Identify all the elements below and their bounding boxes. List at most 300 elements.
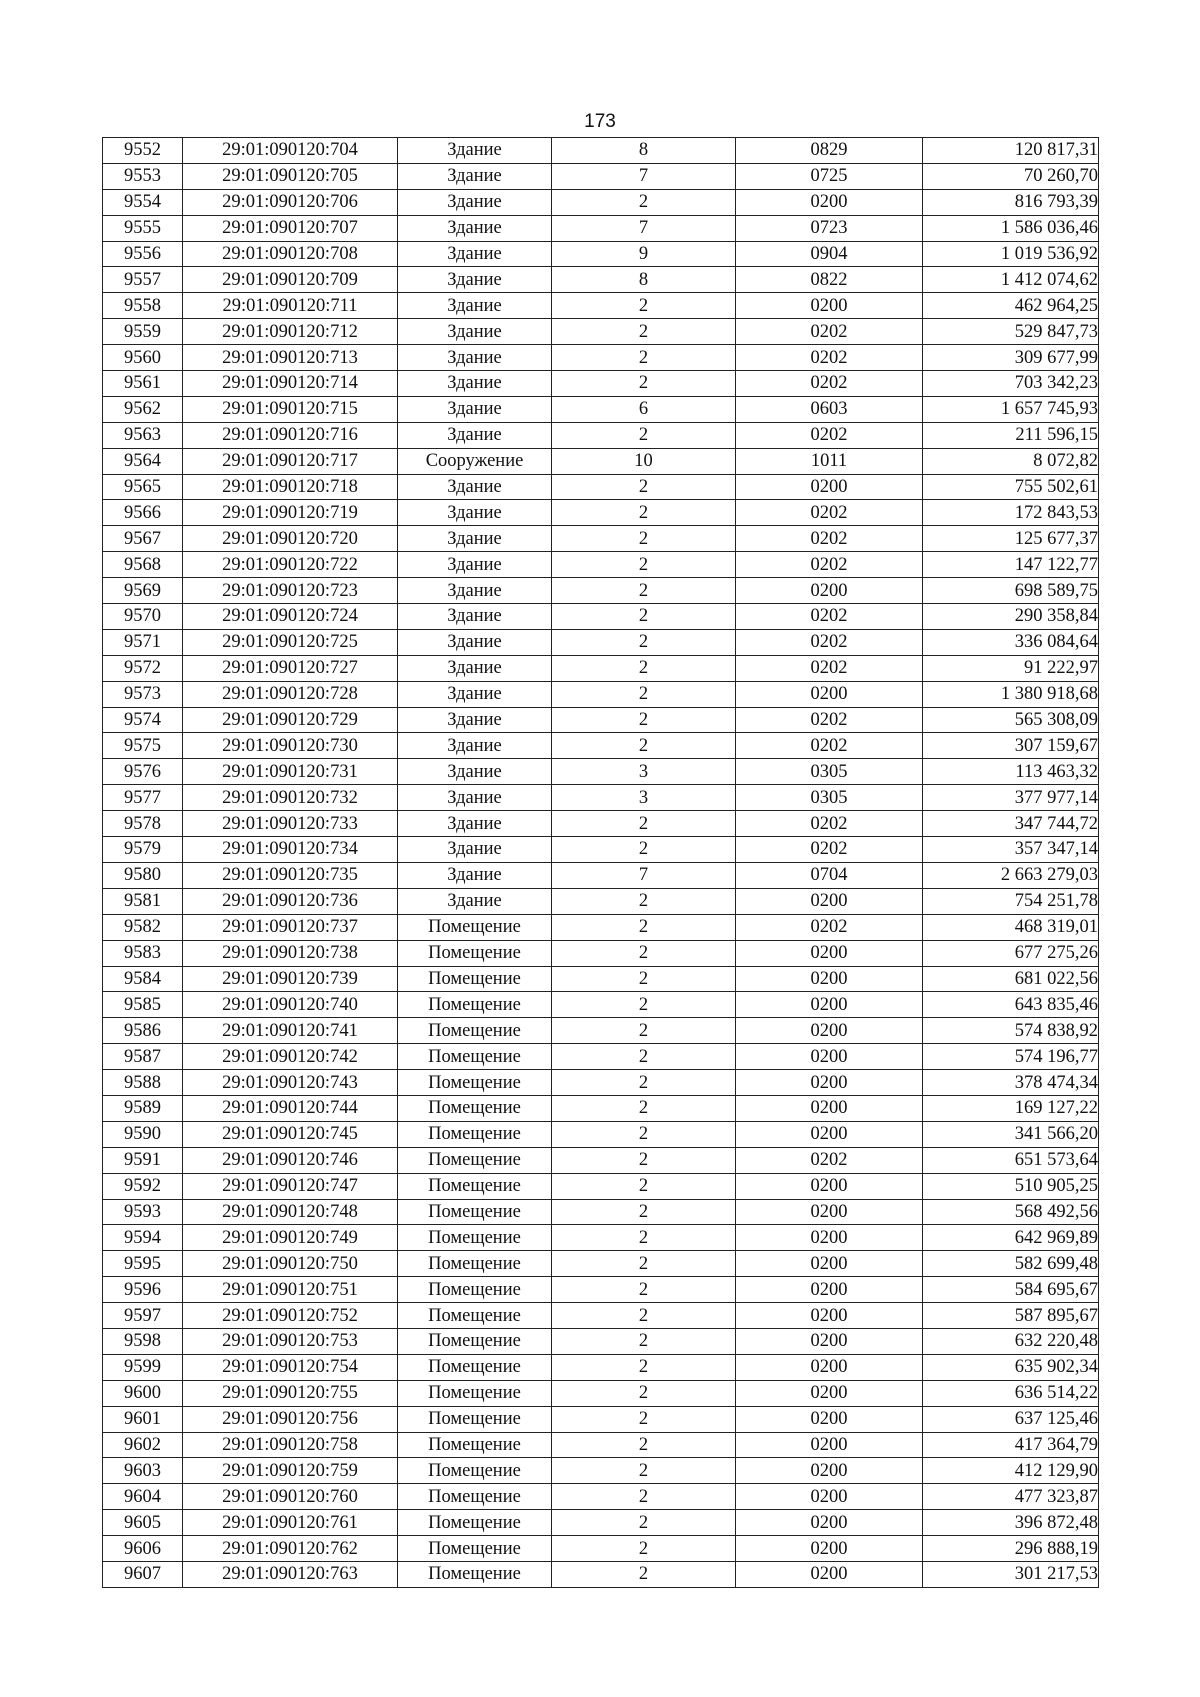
cadastral-value-cell: 468 319,01	[923, 914, 1099, 940]
object-type-cell: Помещение	[398, 966, 552, 992]
group-number-cell: 8	[552, 267, 736, 293]
subgroup-code-cell: 0202	[736, 811, 923, 837]
subgroup-code-cell: 0200	[736, 1251, 923, 1277]
cadastral-value-cell: 582 699,48	[923, 1251, 1099, 1277]
row-number-cell: 9603	[103, 1458, 183, 1484]
table-row	[103, 940, 1099, 966]
cadastral-value-cell: 377 977,14	[923, 785, 1099, 811]
table-row	[103, 862, 1099, 888]
subgroup-code-cell: 0200	[736, 681, 923, 707]
group-number-cell: 6	[552, 396, 736, 422]
cadastral-number-cell: 29:01:090120:723	[183, 578, 398, 604]
cadastral-number-cell: 29:01:090120:742	[183, 1044, 398, 1070]
row-number-cell: 9561	[103, 371, 183, 397]
group-number-cell: 2	[552, 1406, 736, 1432]
object-type-cell: Здание	[398, 293, 552, 319]
row-number-cell: 9555	[103, 215, 183, 241]
object-type-cell: Помещение	[398, 1018, 552, 1044]
row-number-cell: 9594	[103, 1225, 183, 1251]
cadastral-value-table	[102, 137, 1099, 1588]
cadastral-value-cell: 698 589,75	[923, 578, 1099, 604]
group-number-cell: 2	[552, 1536, 736, 1562]
row-number-cell: 9572	[103, 655, 183, 681]
subgroup-code-cell: 0202	[736, 629, 923, 655]
row-number-cell: 9582	[103, 914, 183, 940]
cadastral-number-cell: 29:01:090120:746	[183, 1147, 398, 1173]
object-type-cell: Здание	[398, 500, 552, 526]
row-number-cell: 9585	[103, 992, 183, 1018]
table-row	[103, 733, 1099, 759]
cadastral-number-cell: 29:01:090120:720	[183, 526, 398, 552]
cadastral-value-cell: 568 492,56	[923, 1199, 1099, 1225]
subgroup-code-cell: 0202	[736, 1147, 923, 1173]
table-row	[103, 1199, 1099, 1225]
object-type-cell: Помещение	[398, 1406, 552, 1432]
table-row	[103, 241, 1099, 267]
table-row	[103, 552, 1099, 578]
cadastral-number-cell: 29:01:090120:724	[183, 604, 398, 630]
object-type-cell: Здание	[398, 319, 552, 345]
group-number-cell: 2	[552, 1510, 736, 1536]
row-number-cell: 9584	[103, 966, 183, 992]
cadastral-number-cell: 29:01:090120:750	[183, 1251, 398, 1277]
row-number-cell: 9563	[103, 422, 183, 448]
table-row	[103, 707, 1099, 733]
cadastral-value-cell: 816 793,39	[923, 189, 1099, 215]
subgroup-code-cell: 0202	[736, 604, 923, 630]
group-number-cell: 2	[552, 500, 736, 526]
object-type-cell: Помещение	[398, 914, 552, 940]
cadastral-value-cell: 113 463,32	[923, 759, 1099, 785]
row-number-cell: 9564	[103, 448, 183, 474]
cadastral-value-cell: 635 902,34	[923, 1354, 1099, 1380]
cadastral-value-cell: 755 502,61	[923, 474, 1099, 500]
cadastral-number-cell: 29:01:090120:737	[183, 914, 398, 940]
object-type-cell: Здание	[398, 837, 552, 863]
cadastral-value-cell: 378 474,34	[923, 1070, 1099, 1096]
object-type-cell: Помещение	[398, 1354, 552, 1380]
cadastral-number-cell: 29:01:090120:735	[183, 862, 398, 888]
cadastral-value-cell: 510 905,25	[923, 1173, 1099, 1199]
group-number-cell: 2	[552, 1354, 736, 1380]
table-row	[103, 189, 1099, 215]
subgroup-code-cell: 0200	[736, 474, 923, 500]
cadastral-value-cell: 2 663 279,03	[923, 862, 1099, 888]
object-type-cell: Помещение	[398, 1432, 552, 1458]
cadastral-value-cell: 336 084,64	[923, 629, 1099, 655]
subgroup-code-cell: 0200	[736, 1121, 923, 1147]
subgroup-code-cell: 0200	[736, 1354, 923, 1380]
group-number-cell: 2	[552, 189, 736, 215]
subgroup-code-cell: 0200	[736, 966, 923, 992]
cadastral-number-cell: 29:01:090120:741	[183, 1018, 398, 1044]
object-type-cell: Помещение	[398, 1147, 552, 1173]
row-number-cell: 9607	[103, 1561, 183, 1587]
object-type-cell: Помещение	[398, 1277, 552, 1303]
row-number-cell: 9600	[103, 1380, 183, 1406]
table-row	[103, 1044, 1099, 1070]
group-number-cell: 2	[552, 1277, 736, 1303]
table-row	[103, 1251, 1099, 1277]
cadastral-number-cell: 29:01:090120:722	[183, 552, 398, 578]
cadastral-number-cell: 29:01:090120:756	[183, 1406, 398, 1432]
table-row	[103, 992, 1099, 1018]
row-number-cell: 9605	[103, 1510, 183, 1536]
subgroup-code-cell: 0202	[736, 914, 923, 940]
row-number-cell: 9586	[103, 1018, 183, 1044]
subgroup-code-cell: 0200	[736, 1458, 923, 1484]
row-number-cell: 9556	[103, 241, 183, 267]
cadastral-number-cell: 29:01:090120:718	[183, 474, 398, 500]
cadastral-number-cell: 29:01:090120:762	[183, 1536, 398, 1562]
cadastral-value-cell: 565 308,09	[923, 707, 1099, 733]
object-type-cell: Помещение	[398, 1484, 552, 1510]
row-number-cell: 9567	[103, 526, 183, 552]
row-number-cell: 9606	[103, 1536, 183, 1562]
cadastral-number-cell: 29:01:090120:712	[183, 319, 398, 345]
group-number-cell: 2	[552, 1303, 736, 1329]
cadastral-value-cell: 1 019 536,92	[923, 241, 1099, 267]
cadastral-value-cell: 754 251,78	[923, 888, 1099, 914]
cadastral-value-cell: 412 129,90	[923, 1458, 1099, 1484]
cadastral-value-cell: 211 596,15	[923, 422, 1099, 448]
row-number-cell: 9577	[103, 785, 183, 811]
group-number-cell: 2	[552, 1095, 736, 1121]
cadastral-number-cell: 29:01:090120:715	[183, 396, 398, 422]
page-number: 173	[584, 111, 616, 132]
cadastral-value-cell: 477 323,87	[923, 1484, 1099, 1510]
table-row	[103, 1561, 1099, 1587]
cadastral-value-cell: 587 895,67	[923, 1303, 1099, 1329]
object-type-cell: Здание	[398, 267, 552, 293]
cadastral-value-cell: 125 677,37	[923, 526, 1099, 552]
subgroup-code-cell: 0200	[736, 1328, 923, 1354]
cadastral-value-cell: 70 260,70	[923, 163, 1099, 189]
subgroup-code-cell: 0904	[736, 241, 923, 267]
cadastral-number-cell: 29:01:090120:745	[183, 1121, 398, 1147]
subgroup-code-cell: 0200	[736, 189, 923, 215]
table-row	[103, 604, 1099, 630]
cadastral-number-cell: 29:01:090120:734	[183, 837, 398, 863]
table-row	[103, 785, 1099, 811]
cadastral-number-cell: 29:01:090120:732	[183, 785, 398, 811]
row-number-cell: 9570	[103, 604, 183, 630]
group-number-cell: 2	[552, 1484, 736, 1510]
cadastral-value-cell: 642 969,89	[923, 1225, 1099, 1251]
table-row	[103, 1484, 1099, 1510]
group-number-cell: 2	[552, 552, 736, 578]
row-number-cell: 9576	[103, 759, 183, 785]
row-number-cell: 9566	[103, 500, 183, 526]
subgroup-code-cell: 0200	[736, 1510, 923, 1536]
row-number-cell: 9553	[103, 163, 183, 189]
row-number-cell: 9604	[103, 1484, 183, 1510]
object-type-cell: Здание	[398, 681, 552, 707]
cadastral-value-cell: 584 695,67	[923, 1277, 1099, 1303]
cadastral-value-cell: 636 514,22	[923, 1380, 1099, 1406]
object-type-cell: Помещение	[398, 992, 552, 1018]
group-number-cell: 7	[552, 862, 736, 888]
group-number-cell: 2	[552, 422, 736, 448]
object-type-cell: Помещение	[398, 1458, 552, 1484]
table-row	[103, 1121, 1099, 1147]
group-number-cell: 2	[552, 681, 736, 707]
group-number-cell: 2	[552, 940, 736, 966]
object-type-cell: Здание	[398, 526, 552, 552]
table-row	[103, 1406, 1099, 1432]
group-number-cell: 2	[552, 1044, 736, 1070]
subgroup-code-cell: 0200	[736, 888, 923, 914]
object-type-cell: Помещение	[398, 1070, 552, 1096]
subgroup-code-cell: 0822	[736, 267, 923, 293]
object-type-cell: Здание	[398, 189, 552, 215]
group-number-cell: 3	[552, 785, 736, 811]
cadastral-number-cell: 29:01:090120:739	[183, 966, 398, 992]
group-number-cell: 2	[552, 526, 736, 552]
cadastral-value-cell: 637 125,46	[923, 1406, 1099, 1432]
group-number-cell: 2	[552, 293, 736, 319]
group-number-cell: 2	[552, 1328, 736, 1354]
group-number-cell: 3	[552, 759, 736, 785]
cadastral-number-cell: 29:01:090120:744	[183, 1095, 398, 1121]
table-row	[103, 163, 1099, 189]
cadastral-number-cell: 29:01:090120:758	[183, 1432, 398, 1458]
table-row	[103, 837, 1099, 863]
table-row	[103, 1070, 1099, 1096]
object-type-cell: Помещение	[398, 1044, 552, 1070]
subgroup-code-cell: 0202	[736, 837, 923, 863]
table-row	[103, 422, 1099, 448]
cadastral-number-cell: 29:01:090120:743	[183, 1070, 398, 1096]
subgroup-code-cell: 0725	[736, 163, 923, 189]
group-number-cell: 2	[552, 914, 736, 940]
subgroup-code-cell: 0704	[736, 862, 923, 888]
subgroup-code-cell: 0200	[736, 1070, 923, 1096]
object-type-cell: Помещение	[398, 1121, 552, 1147]
table-row	[103, 1510, 1099, 1536]
object-type-cell: Здание	[398, 241, 552, 267]
subgroup-code-cell: 0200	[736, 1303, 923, 1329]
object-type-cell: Здание	[398, 474, 552, 500]
cadastral-number-cell: 29:01:090120:755	[183, 1380, 398, 1406]
group-number-cell: 2	[552, 1251, 736, 1277]
subgroup-code-cell: 0200	[736, 1173, 923, 1199]
subgroup-code-cell: 0200	[736, 1561, 923, 1587]
object-type-cell: Здание	[398, 138, 552, 164]
table-row	[103, 319, 1099, 345]
group-number-cell: 2	[552, 474, 736, 500]
object-type-cell: Помещение	[398, 1173, 552, 1199]
subgroup-code-cell: 0202	[736, 422, 923, 448]
object-type-cell: Здание	[398, 707, 552, 733]
row-number-cell: 9592	[103, 1173, 183, 1199]
row-number-cell: 9554	[103, 189, 183, 215]
object-type-cell: Помещение	[398, 1251, 552, 1277]
subgroup-code-cell: 0200	[736, 1277, 923, 1303]
object-type-cell: Здание	[398, 604, 552, 630]
subgroup-code-cell: 0200	[736, 293, 923, 319]
subgroup-code-cell: 0829	[736, 138, 923, 164]
cadastral-number-cell: 29:01:090120:747	[183, 1173, 398, 1199]
object-type-cell: Помещение	[398, 1510, 552, 1536]
row-number-cell: 9580	[103, 862, 183, 888]
table-row	[103, 500, 1099, 526]
cadastral-value-cell: 417 364,79	[923, 1432, 1099, 1458]
row-number-cell: 9578	[103, 811, 183, 837]
cadastral-number-cell: 29:01:090120:738	[183, 940, 398, 966]
cadastral-number-cell: 29:01:090120:706	[183, 189, 398, 215]
subgroup-code-cell: 0200	[736, 1044, 923, 1070]
object-type-cell: Здание	[398, 862, 552, 888]
cadastral-value-cell: 462 964,25	[923, 293, 1099, 319]
object-type-cell: Помещение	[398, 1095, 552, 1121]
cadastral-value-cell: 341 566,20	[923, 1121, 1099, 1147]
subgroup-code-cell: 0200	[736, 1199, 923, 1225]
object-type-cell: Здание	[398, 629, 552, 655]
object-type-cell: Здание	[398, 396, 552, 422]
group-number-cell: 2	[552, 1432, 736, 1458]
group-number-cell: 2	[552, 1018, 736, 1044]
subgroup-code-cell: 0202	[736, 552, 923, 578]
object-type-cell: Помещение	[398, 1303, 552, 1329]
group-number-cell: 2	[552, 578, 736, 604]
cadastral-value-cell: 8 072,82	[923, 448, 1099, 474]
cadastral-value-cell: 1 412 074,62	[923, 267, 1099, 293]
subgroup-code-cell: 0200	[736, 1095, 923, 1121]
table-row	[103, 474, 1099, 500]
cadastral-number-cell: 29:01:090120:727	[183, 655, 398, 681]
cadastral-value-cell: 120 817,31	[923, 138, 1099, 164]
table-row	[103, 215, 1099, 241]
row-number-cell: 9598	[103, 1328, 183, 1354]
object-type-cell: Здание	[398, 422, 552, 448]
object-type-cell: Здание	[398, 345, 552, 371]
group-number-cell: 2	[552, 629, 736, 655]
table-row	[103, 578, 1099, 604]
cadastral-number-cell: 29:01:090120:719	[183, 500, 398, 526]
object-type-cell: Здание	[398, 785, 552, 811]
table-row	[103, 759, 1099, 785]
object-type-cell: Здание	[398, 888, 552, 914]
table-row	[103, 1354, 1099, 1380]
cadastral-value-cell: 1 586 036,46	[923, 215, 1099, 241]
row-number-cell: 9595	[103, 1251, 183, 1277]
cadastral-number-cell: 29:01:090120:753	[183, 1328, 398, 1354]
object-type-cell: Помещение	[398, 1561, 552, 1587]
row-number-cell: 9579	[103, 837, 183, 863]
object-type-cell: Здание	[398, 811, 552, 837]
cadastral-value-cell: 301 217,53	[923, 1561, 1099, 1587]
cadastral-value-cell: 290 358,84	[923, 604, 1099, 630]
table-row	[103, 966, 1099, 992]
group-number-cell: 2	[552, 345, 736, 371]
cadastral-value-cell: 703 342,23	[923, 371, 1099, 397]
table-row	[103, 1147, 1099, 1173]
object-type-cell: Помещение	[398, 940, 552, 966]
subgroup-code-cell: 0200	[736, 1225, 923, 1251]
subgroup-code-cell: 0202	[736, 319, 923, 345]
object-type-cell: Здание	[398, 733, 552, 759]
subgroup-code-cell: 0723	[736, 215, 923, 241]
cadastral-number-cell: 29:01:090120:751	[183, 1277, 398, 1303]
subgroup-code-cell: 0200	[736, 1536, 923, 1562]
cadastral-value-cell: 169 127,22	[923, 1095, 1099, 1121]
object-type-cell: Здание	[398, 578, 552, 604]
group-number-cell: 2	[552, 1199, 736, 1225]
table-row	[103, 267, 1099, 293]
row-number-cell: 9557	[103, 267, 183, 293]
group-number-cell: 7	[552, 163, 736, 189]
table-row	[103, 1018, 1099, 1044]
table-row	[103, 629, 1099, 655]
subgroup-code-cell: 0202	[736, 526, 923, 552]
table-row	[103, 396, 1099, 422]
subgroup-code-cell: 0202	[736, 371, 923, 397]
cadastral-value-cell: 309 677,99	[923, 345, 1099, 371]
cadastral-number-cell: 29:01:090120:763	[183, 1561, 398, 1587]
cadastral-value-cell: 396 872,48	[923, 1510, 1099, 1536]
subgroup-code-cell: 0305	[736, 785, 923, 811]
subgroup-code-cell: 0202	[736, 707, 923, 733]
row-number-cell: 9568	[103, 552, 183, 578]
subgroup-code-cell: 0202	[736, 655, 923, 681]
group-number-cell: 2	[552, 319, 736, 345]
cadastral-number-cell: 29:01:090120:731	[183, 759, 398, 785]
table-row	[103, 1225, 1099, 1251]
group-number-cell: 8	[552, 138, 736, 164]
table-row	[103, 1536, 1099, 1562]
table-row	[103, 914, 1099, 940]
row-number-cell: 9593	[103, 1199, 183, 1225]
cadastral-value-cell: 651 573,64	[923, 1147, 1099, 1173]
cadastral-value-cell: 1 380 918,68	[923, 681, 1099, 707]
cadastral-number-cell: 29:01:090120:705	[183, 163, 398, 189]
row-number-cell: 9589	[103, 1095, 183, 1121]
cadastral-number-cell: 29:01:090120:704	[183, 138, 398, 164]
row-number-cell: 9602	[103, 1432, 183, 1458]
object-type-cell: Здание	[398, 655, 552, 681]
row-number-cell: 9574	[103, 707, 183, 733]
row-number-cell: 9562	[103, 396, 183, 422]
row-number-cell: 9581	[103, 888, 183, 914]
cadastral-value-cell: 91 222,97	[923, 655, 1099, 681]
subgroup-code-cell: 0200	[736, 1484, 923, 1510]
row-number-cell: 9591	[103, 1147, 183, 1173]
table-row	[103, 681, 1099, 707]
table-row	[103, 1303, 1099, 1329]
table-body	[103, 138, 1099, 1588]
subgroup-code-cell: 0200	[736, 1380, 923, 1406]
group-number-cell: 10	[552, 448, 736, 474]
object-type-cell: Помещение	[398, 1199, 552, 1225]
object-type-cell: Сооружение	[398, 448, 552, 474]
cadastral-number-cell: 29:01:090120:707	[183, 215, 398, 241]
group-number-cell: 2	[552, 811, 736, 837]
subgroup-code-cell: 0200	[736, 1406, 923, 1432]
cadastral-number-cell: 29:01:090120:730	[183, 733, 398, 759]
group-number-cell: 2	[552, 1147, 736, 1173]
cadastral-value-cell: 681 022,56	[923, 966, 1099, 992]
table-row	[103, 655, 1099, 681]
group-number-cell: 2	[552, 837, 736, 863]
table-row	[103, 293, 1099, 319]
group-number-cell: 2	[552, 1561, 736, 1587]
group-number-cell: 2	[552, 604, 736, 630]
cadastral-number-cell: 29:01:090120:728	[183, 681, 398, 707]
table-row	[103, 811, 1099, 837]
table-row	[103, 1458, 1099, 1484]
subgroup-code-cell: 0603	[736, 396, 923, 422]
